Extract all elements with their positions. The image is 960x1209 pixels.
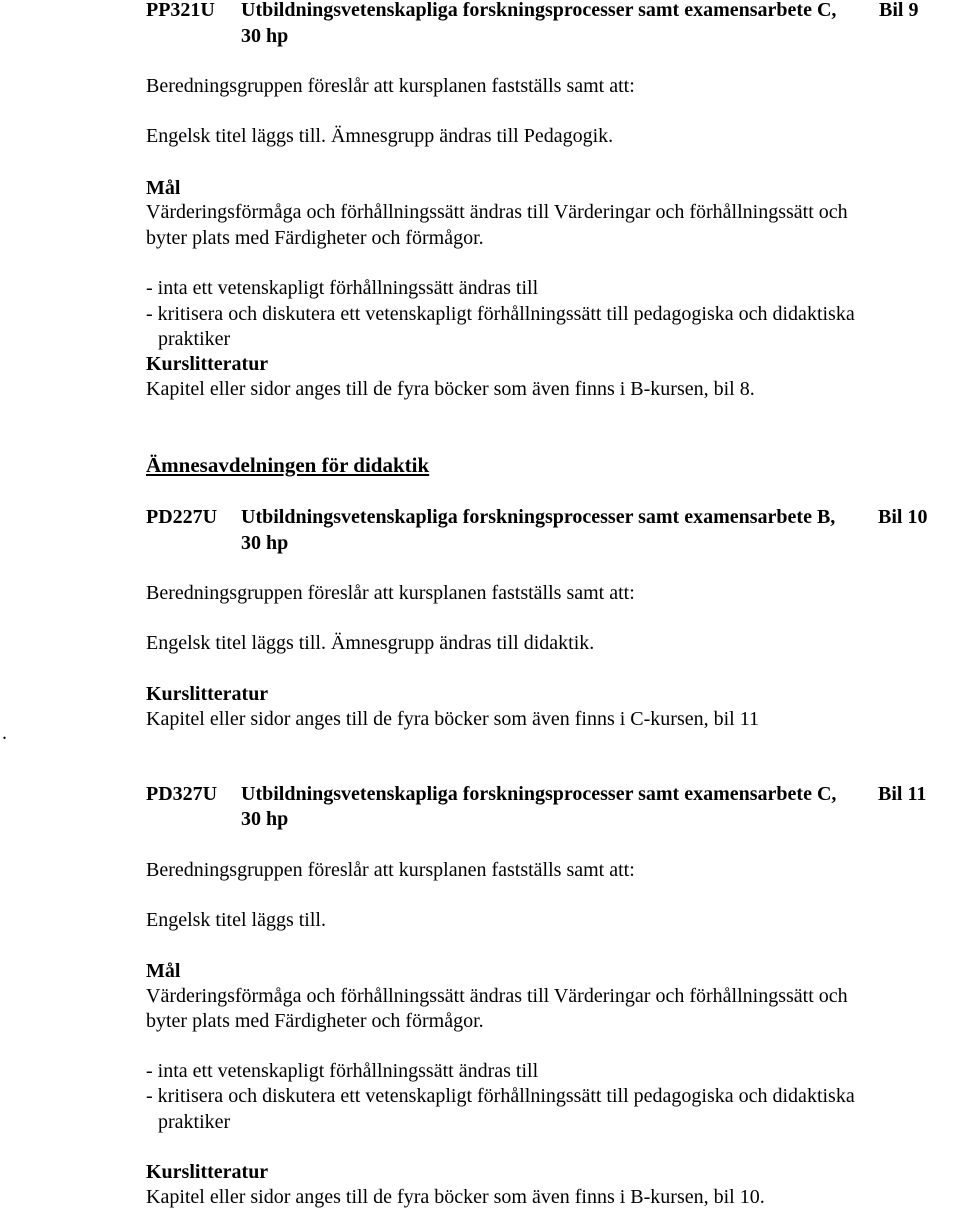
course-code-pd227u: PD227U — [146, 506, 218, 528]
bullet2-line2-pp321u: praktiker — [158, 328, 231, 350]
mal-line2-pd327u: byter plats med Färdigheter och förmågor. — [146, 1010, 484, 1032]
mal-line2-pp321u: byter plats med Färdigheter och förmågor. — [146, 227, 484, 249]
credits-pd327u: 30 hp — [241, 808, 289, 830]
bullet1-pp321u: - inta ett vetenskapligt förhållningssätt ändras till — [146, 277, 539, 299]
course-title-pp321u: Utbildningsvetenskapliga forskningsprocesser samt examensarbete C, — [241, 0, 837, 21]
bil-ref-pd227u: Bil 10 — [878, 506, 928, 528]
bullet2-line1-pd327u: - kritisera och diskutera ett vetenskapligt förhållningssätt till pedagogiska och didaktiska — [146, 1085, 855, 1107]
bullet2-line2-pd327u: praktiker — [158, 1111, 231, 1133]
section-heading: Ämnesavdelningen för didaktik — [146, 453, 430, 477]
credits-pp321u: 30 hp — [241, 25, 289, 47]
lit-text-pp321u: Kapitel eller sidor anges till de fyra böcker som även finns i B-kursen, bil 8. — [146, 378, 755, 400]
proposal-text-pd327u: Beredningsgruppen föreslår att kursplanen fastställs samt att: — [146, 859, 635, 881]
lit-text-pd327u: Kapitel eller sidor anges till de fyra böcker som även finns i B-kursen, bil 10. — [146, 1186, 765, 1208]
bil-ref-pp321u: Bil 9 — [879, 0, 919, 21]
course-title-pd327u: Utbildningsvetenskapliga forskningsprocesser samt examensarbete C, — [241, 783, 837, 805]
mal-line1-pd327u: Värderingsförmåga och förhållningssätt ändras till Värderingar och förhållningssätt och — [146, 985, 848, 1007]
changes-text-pp321u: Engelsk titel läggs till. Ämnesgrupp ändras till Pedagogik. — [146, 125, 614, 147]
bullet1-pd327u: - inta ett vetenskapligt förhållningssätt ändras till — [146, 1060, 539, 1082]
proposal-text-pd227u: Beredningsgruppen föreslår att kursplanen fastställs samt att: — [146, 582, 635, 604]
lit-heading-pp321u: Kurslitteratur — [146, 353, 269, 375]
mal-heading-pp321u: Mål — [146, 177, 181, 199]
course-code-pd327u: PD327U — [146, 783, 218, 805]
mal-line1-pp321u: Värderingsförmåga och förhållningssätt ändras till Värderingar och förhållningssätt och — [146, 201, 848, 223]
credits-pd227u: 30 hp — [241, 532, 289, 554]
course-code-pp321u: PP321U — [146, 0, 215, 21]
changes-text-pd227u: Engelsk titel läggs till. Ämnesgrupp ändras till didaktik. — [146, 632, 595, 654]
course-title-pd227u: Utbildningsvetenskapliga forskningsprocesser samt examensarbete B, — [241, 506, 836, 528]
changes-text-pd327u: Engelsk titel läggs till. — [146, 909, 326, 931]
lit-heading-pd327u: Kurslitteratur — [146, 1161, 269, 1183]
proposal-text-pp321u: Beredningsgruppen föreslår att kursplanen fastställs samt att: — [146, 75, 635, 97]
lit-text-pd227u: Kapitel eller sidor anges till de fyra böcker som även finns i C-kursen, bil 11 — [146, 708, 759, 730]
bullet2-line1-pp321u: - kritisera och diskutera ett vetenskapligt förhållningssätt till pedagogiska och didaktiska — [146, 303, 855, 325]
lit-heading-pd227u: Kurslitteratur — [146, 683, 269, 705]
margin-dot: . — [2, 722, 7, 744]
bil-ref-pd327u: Bil 11 — [878, 783, 927, 805]
mal-heading-pd327u: Mål — [146, 960, 181, 982]
